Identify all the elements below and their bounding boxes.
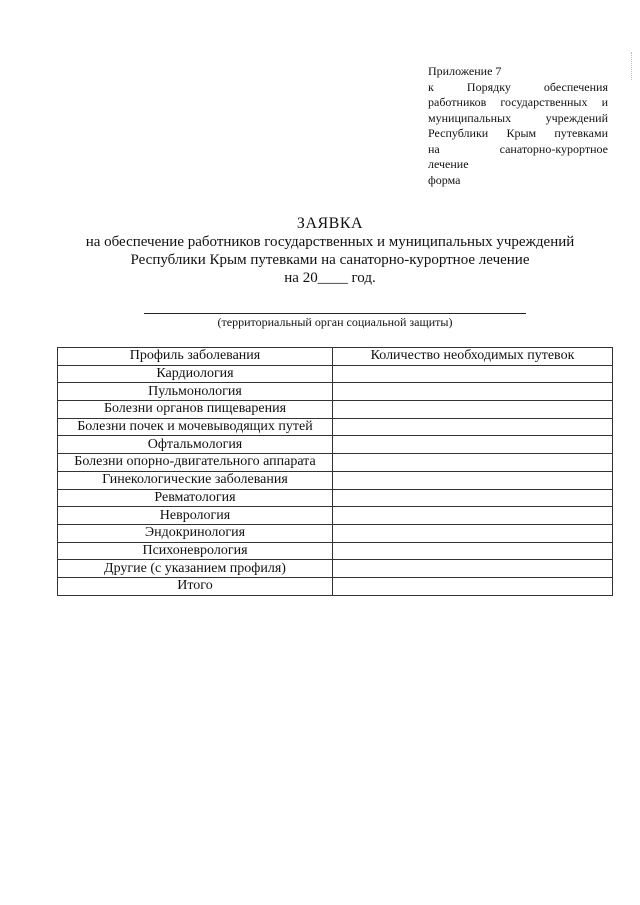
profile-cell: Болезни опорно-двигательного аппарата xyxy=(58,454,333,472)
table-row xyxy=(58,507,613,525)
document-header xyxy=(40,215,620,287)
document-title: ЗАЯВКА xyxy=(296,215,364,232)
profile-cell: Другие (с указанием профиля) xyxy=(58,560,333,578)
appendix-line: на санаторно-курортное xyxy=(428,141,608,156)
count-cell xyxy=(332,524,612,542)
profile-cell: Итого xyxy=(58,577,333,595)
count-cell xyxy=(332,418,612,436)
profile-cell: Болезни почек и мочевыводящих путей xyxy=(58,418,333,436)
table-row xyxy=(58,365,613,383)
profile-cell: Болезни органов пищеварения xyxy=(58,401,333,419)
table-row xyxy=(58,542,613,560)
appendix-line: работников государственных и xyxy=(428,95,608,109)
table-row xyxy=(58,436,613,454)
profile-cell: Неврология xyxy=(58,507,333,525)
count-cell xyxy=(332,560,612,578)
count-cell xyxy=(332,471,612,489)
profile-cell: Эндокринология xyxy=(58,524,333,542)
document-year-line: на 20____ год. xyxy=(284,270,376,286)
header-count: Количество необходимых путевок xyxy=(332,348,612,366)
profile-cell: Психоневрология xyxy=(58,542,333,560)
table-header-row xyxy=(58,348,613,366)
count-cell xyxy=(332,489,612,507)
table-row xyxy=(58,418,613,436)
appendix-line: муниципальных учреждений xyxy=(428,110,608,125)
appendix-note xyxy=(428,64,608,188)
header-profile: Профиль заболевания xyxy=(58,348,333,366)
profile-cell: Кардиология xyxy=(58,365,333,383)
profile-cell: Офтальмология xyxy=(58,436,333,454)
count-cell xyxy=(332,383,612,401)
count-cell xyxy=(332,436,612,454)
profile-cell: Гинекологические заболевания xyxy=(58,471,333,489)
appendix-line: Республики Крым путевками xyxy=(428,126,608,140)
appendix-line: форма xyxy=(428,172,461,187)
table-row xyxy=(58,383,613,401)
appendix-line: к Порядку обеспечения xyxy=(428,79,608,94)
appendix-line: лечение xyxy=(428,157,469,171)
table-row-total xyxy=(58,577,613,595)
scan-artifact xyxy=(631,52,638,80)
document-subtitle-line: на обеспечение работников государственных и муниципальных учреждений xyxy=(85,234,575,250)
profiles-table xyxy=(57,347,613,596)
organization-fill-line xyxy=(144,313,526,314)
table-row xyxy=(58,489,613,507)
count-cell xyxy=(332,577,612,595)
document-subtitle-line: Республики Крым путевками на санаторно-курортное лечение xyxy=(130,252,530,268)
table-row xyxy=(58,454,613,472)
count-cell xyxy=(332,401,612,419)
table-row xyxy=(58,524,613,542)
count-cell xyxy=(332,542,612,560)
profile-cell: Пульмонология xyxy=(58,383,333,401)
profile-cell: Ревматология xyxy=(58,489,333,507)
count-cell xyxy=(332,365,612,383)
count-cell xyxy=(332,507,612,525)
table-row xyxy=(58,401,613,419)
table-row xyxy=(58,560,613,578)
table-row xyxy=(58,471,613,489)
organization-caption: (территориальный орган социальной защиты) xyxy=(217,315,453,329)
appendix-line: Приложение 7 xyxy=(428,64,502,78)
count-cell xyxy=(332,454,612,472)
